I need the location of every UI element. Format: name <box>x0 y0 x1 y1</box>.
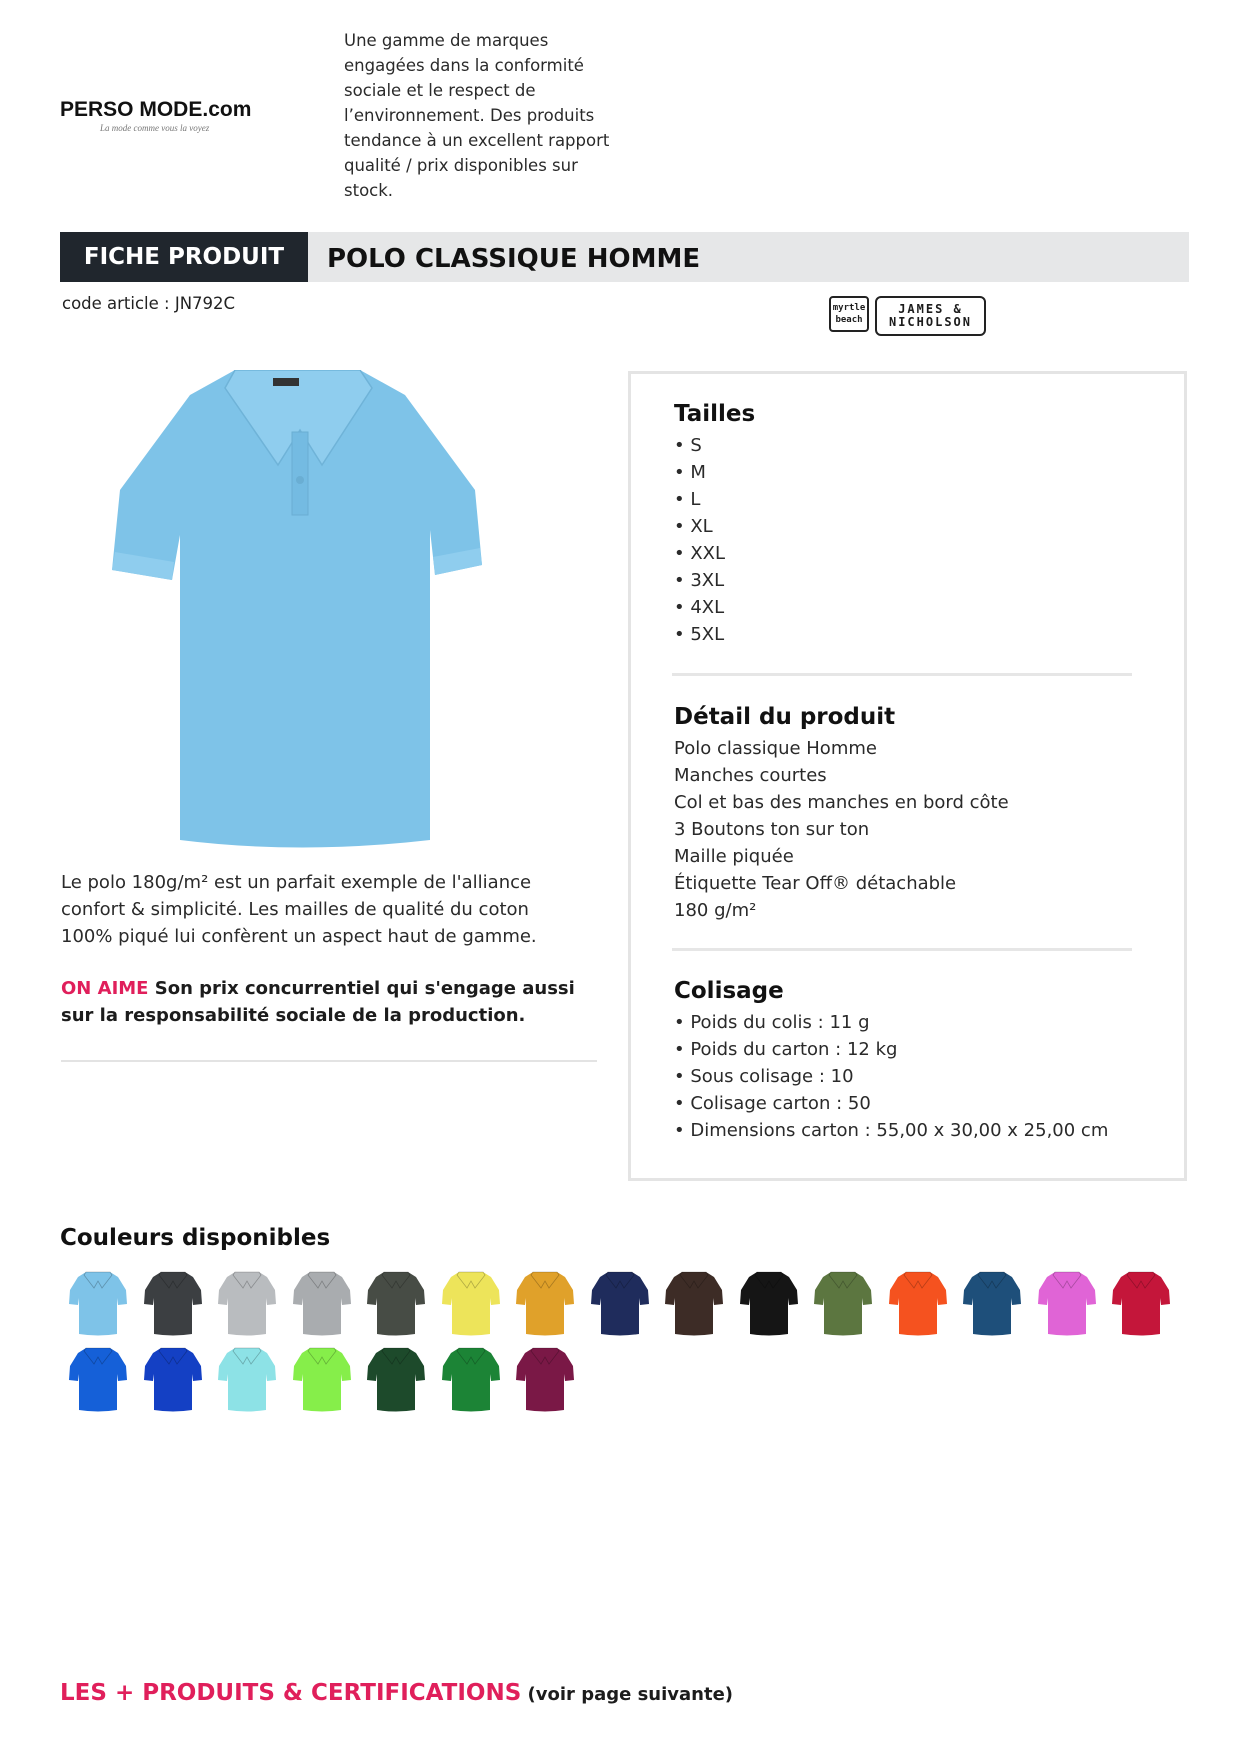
product-image-polo <box>110 370 490 850</box>
size-item: • S <box>674 435 702 456</box>
colisage-title: Colisage <box>674 978 784 1004</box>
detail-item: Col et bas des manches en bord côte <box>674 792 1009 813</box>
colors-title: Couleurs disponibles <box>60 1225 331 1251</box>
page-title: POLO CLASSIQUE HOMME <box>327 244 701 274</box>
fiche-produit-label: FICHE PRODUIT <box>60 232 308 282</box>
color-swatch[interactable] <box>143 1346 203 1412</box>
color-swatch[interactable] <box>1037 1270 1097 1336</box>
myrtle-beach-logo <box>829 296 869 332</box>
intro-line: engagées dans la conformité <box>344 56 584 75</box>
brand-logo <box>60 92 305 138</box>
on-aime-text: sur la responsabilité sociale de la production. <box>61 1005 526 1026</box>
intro-text <box>344 28 634 203</box>
description-line: 100% piqué lui confèrent un aspect haut de gamme. <box>61 926 537 947</box>
color-swatch[interactable] <box>366 1346 426 1412</box>
color-swatch[interactable] <box>813 1270 873 1336</box>
colisage-item: • Sous colisage : 10 <box>674 1066 854 1087</box>
color-swatch[interactable] <box>739 1270 799 1336</box>
color-swatch[interactable] <box>515 1270 575 1336</box>
intro-line: Une gamme de marques <box>344 31 549 50</box>
polo-button <box>296 476 304 484</box>
footer-main: LES + PRODUITS & CERTIFICATIONS <box>60 1680 522 1706</box>
color-swatch[interactable] <box>143 1270 203 1336</box>
color-swatch[interactable] <box>515 1346 575 1412</box>
on-aime-block <box>61 975 581 1029</box>
jn-logo-line: JAMES & <box>898 302 963 316</box>
divider <box>61 1060 597 1062</box>
size-item: • L <box>674 489 701 510</box>
colisage-item: • Dimensions carton : 55,00 x 30,00 x 25,00 cm <box>674 1120 1109 1141</box>
description-line: Le polo 180g/m² est un parfait exemple de l'alliance <box>61 872 532 893</box>
size-item: • 3XL <box>674 570 725 591</box>
product-description <box>61 869 581 950</box>
colisage-item: • Poids du carton : 12 kg <box>674 1039 898 1060</box>
tailles-title: Tailles <box>674 401 756 427</box>
footer-note: (voir page suivante) <box>521 1684 734 1705</box>
color-swatch[interactable] <box>68 1270 128 1336</box>
color-swatch[interactable] <box>366 1270 426 1336</box>
intro-line: sociale et le respect de <box>344 81 536 100</box>
james-nicholson-logo <box>875 296 986 336</box>
detail-title: Détail du produit <box>674 704 896 730</box>
color-swatch[interactable] <box>590 1270 650 1336</box>
footer-link[interactable] <box>60 1680 733 1706</box>
size-item: • M <box>674 462 706 483</box>
colisage-list <box>674 1009 1108 1144</box>
tailles-list <box>674 432 725 648</box>
intro-line: stock. <box>344 181 394 200</box>
color-swatch[interactable] <box>888 1270 948 1336</box>
size-item: • 5XL <box>674 624 725 645</box>
detail-item: 180 g/m² <box>674 900 757 921</box>
polo-label <box>273 378 299 386</box>
color-swatch[interactable] <box>441 1270 501 1336</box>
detail-item: Manches courtes <box>674 765 827 786</box>
colisage-item: • Poids du colis : 11 g <box>674 1012 870 1033</box>
colisage-item: • Colisage carton : 50 <box>674 1093 871 1114</box>
size-item: • XXL <box>674 543 726 564</box>
intro-line: l’environnement. Des produits <box>344 106 595 125</box>
detail-item: Maille piquée <box>674 846 794 867</box>
on-aime-text: Son prix concurrentiel qui s'engage aussi <box>148 978 575 999</box>
description-line: confort & simplicité. Les mailles de qualité du coton <box>61 899 529 920</box>
color-swatch[interactable] <box>962 1270 1022 1336</box>
color-swatch[interactable] <box>68 1346 128 1412</box>
article-code: code article : JN792C <box>62 294 236 313</box>
myrtle-logo-line: myrtle <box>832 303 866 313</box>
color-swatch[interactable] <box>1111 1270 1171 1336</box>
intro-line: tendance à un excellent rapport <box>344 131 610 150</box>
color-swatch[interactable] <box>292 1270 352 1336</box>
detail-item: Polo classique Homme <box>674 738 877 759</box>
logo-tagline: La mode comme vous la voyez <box>100 123 210 133</box>
detail-item: 3 Boutons ton sur ton <box>674 819 870 840</box>
divider <box>672 673 1132 676</box>
color-swatch[interactable] <box>441 1346 501 1412</box>
intro-line: qualité / prix disponibles sur <box>344 156 578 175</box>
polo-placket <box>292 432 308 515</box>
color-swatch[interactable] <box>217 1270 277 1336</box>
color-swatch[interactable] <box>292 1346 352 1412</box>
size-item: • XL <box>674 516 713 537</box>
on-aime-label: ON AIME <box>61 978 149 999</box>
jn-logo-line: NICHOLSON <box>888 315 973 329</box>
color-swatch[interactable] <box>664 1270 724 1336</box>
detail-list <box>674 735 1009 924</box>
divider <box>672 948 1132 951</box>
logo-text: PERSO MODE.com <box>60 98 252 121</box>
color-swatch[interactable] <box>217 1346 277 1412</box>
myrtle-logo-line: beach <box>835 315 863 325</box>
size-item: • 4XL <box>674 597 725 618</box>
detail-item: Étiquette Tear Off® détachable <box>674 873 957 894</box>
